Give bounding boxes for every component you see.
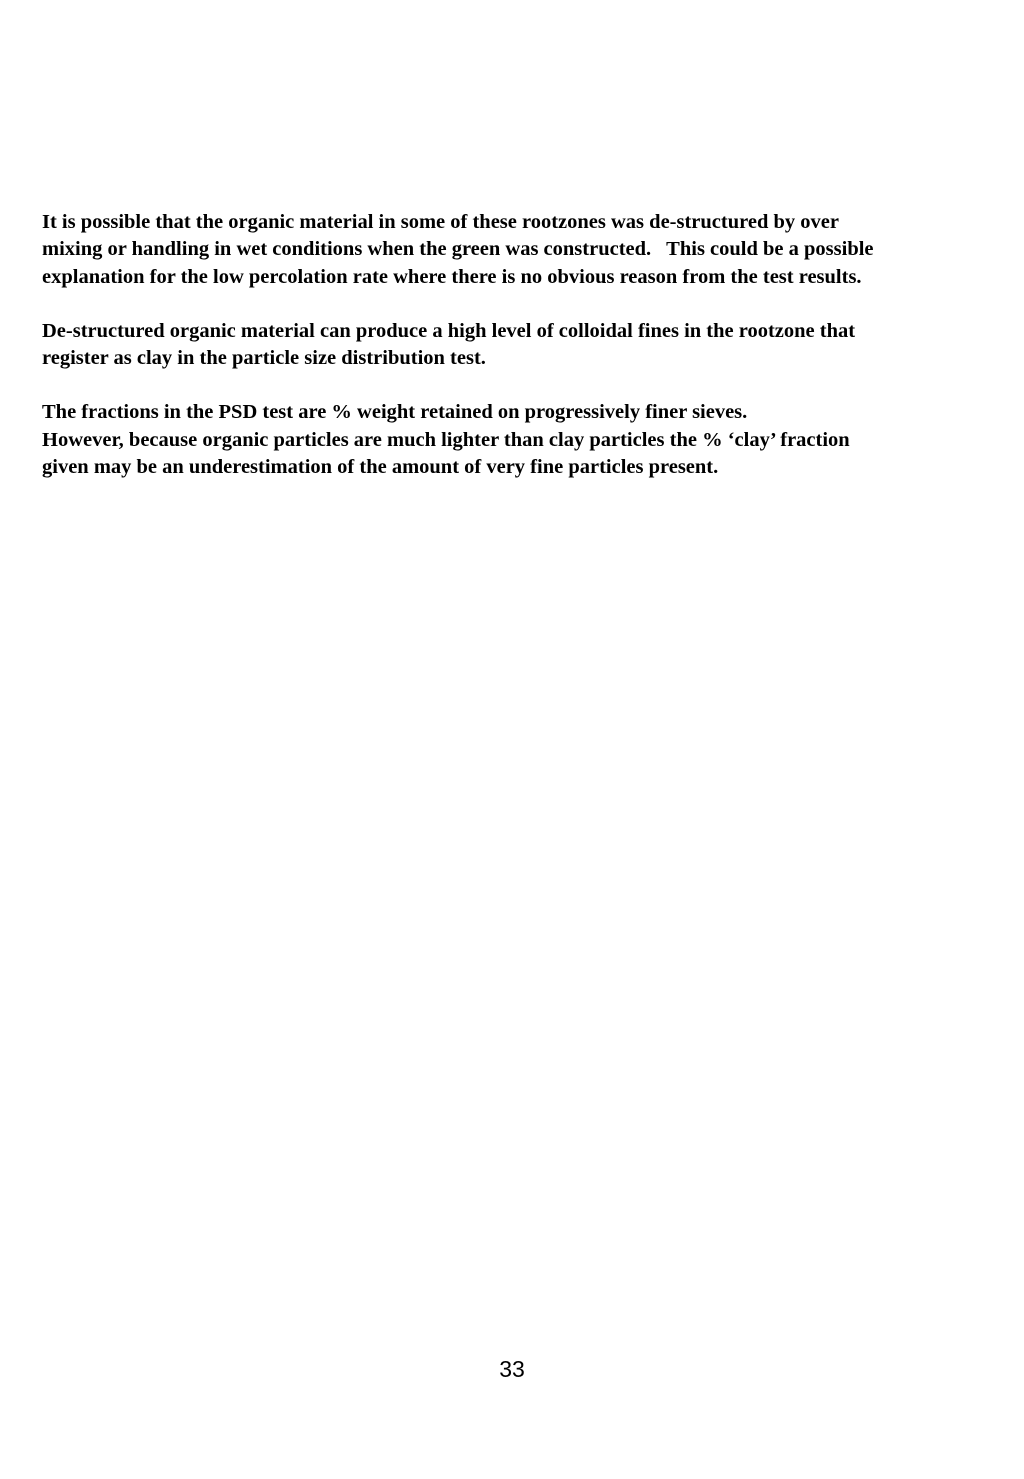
paragraph-psd-fractions: [42, 399, 982, 481]
text-line: The fractions in the PSD test are % weight retained on progressively finer sieves.: [42, 401, 748, 424]
paragraph-organic-destructuring: [42, 209, 982, 291]
text-line: given may be an underestimation of the amount of very fine particles present.: [42, 456, 719, 479]
paragraph-colloidal-fines: [42, 318, 982, 373]
page-number: 33: [499, 1356, 525, 1382]
text-line: De-structured organic material can produce a high level of colloidal fines in the rootzone that: [42, 319, 856, 342]
text-line: register as clay in the particle size distribution test.: [42, 347, 486, 370]
text-line: It is possible that the organic material in some of these rootzones was de-structured by over: [42, 211, 839, 233]
text-line: explanation for the low percolation rate where there is no obvious reason from the test results.: [42, 265, 862, 288]
text-line: However, because organic particles are much lighter than clay particles the % ‘clay’ fraction: [42, 428, 850, 451]
document-body: [42, 209, 982, 508]
text-line: mixing or handling in wet conditions when the green was constructed. This could be a possible: [42, 238, 874, 261]
